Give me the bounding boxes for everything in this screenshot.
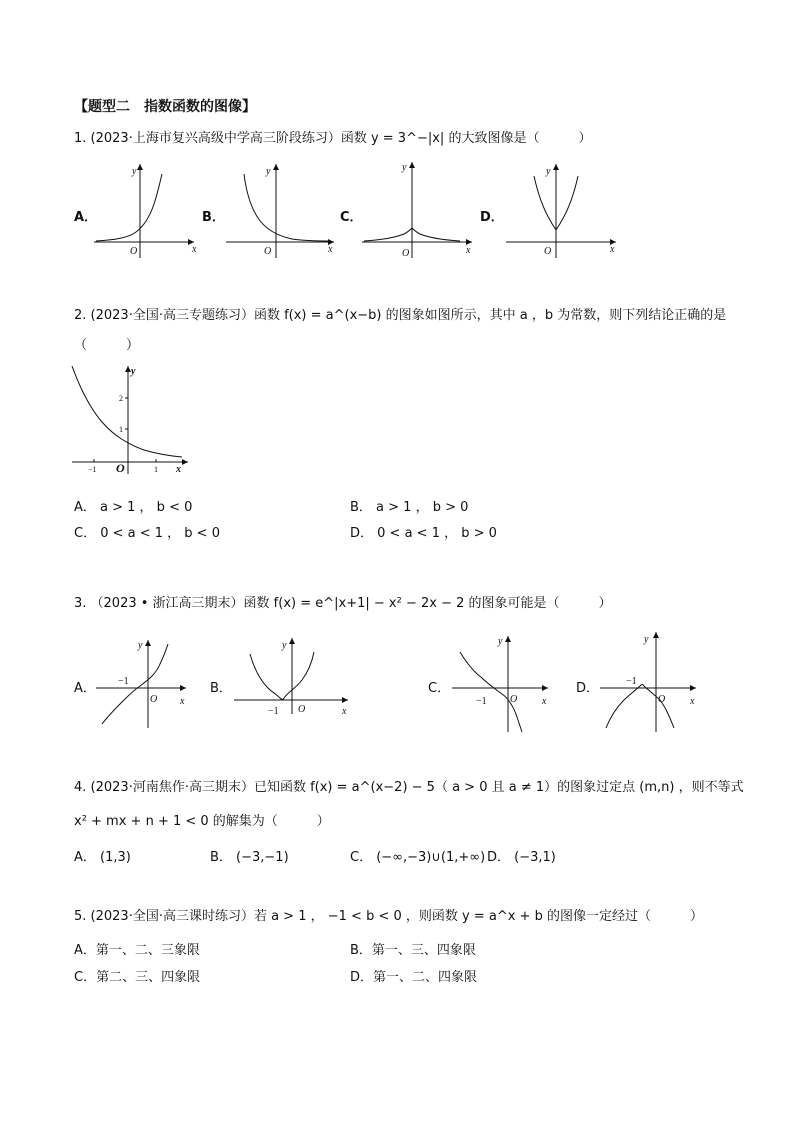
question-4-text-line2: x² + mx + n + 1 < 0 的解集为（ ） [74, 814, 330, 829]
y-axis-label: y [138, 640, 143, 651]
q4-option-b[interactable]: B． (−3,−1) [210, 850, 289, 865]
q3-option-c-label[interactable]: C． [428, 681, 451, 696]
q2-option-d[interactable]: D． 0 < a < 1 ， b > 0 [350, 526, 497, 541]
x-axis-label: x [610, 244, 615, 255]
q1-option-a-label[interactable]: A． [74, 210, 98, 225]
x-axis-label: x [180, 696, 185, 707]
question-2-text: 2. (2023·全国·高三专题练习）函数 f(x) = a^(x−b) 的图象如图所示，其中 a ，b 为常数，则下列结论正确的是 [74, 308, 727, 323]
origin-label: O [544, 246, 552, 257]
y-axis-label: y [282, 640, 287, 651]
q3-graph-a[interactable] [94, 636, 198, 732]
y-axis-label: y [131, 366, 136, 377]
y-axis-label: y [644, 634, 649, 645]
q2-graph [70, 362, 194, 478]
q3-option-a-label[interactable]: A． [74, 681, 96, 696]
y-axis-label: y [498, 636, 503, 647]
section-title: 【题型二 指数函数的图像】 [74, 99, 256, 115]
q4-option-a[interactable]: A． (1,3) [74, 850, 131, 865]
y-axis-label: y [266, 166, 271, 177]
q3-option-d-label[interactable]: D． [576, 681, 600, 696]
x-axis-label: x [192, 244, 197, 255]
q2-option-b[interactable]: B． a > 1 ， b > 0 [350, 500, 469, 515]
origin-label: O [150, 694, 158, 705]
q1-option-c-label[interactable]: C． [340, 210, 363, 225]
tick-label-neg1: −1 [268, 706, 279, 717]
tick-label-neg1: −1 [476, 696, 487, 707]
y-axis-label: y [546, 166, 551, 177]
q1-graph-a[interactable] [94, 160, 204, 260]
q1-option-d-label[interactable]: D． [480, 210, 504, 225]
q3-graph-b[interactable] [230, 634, 354, 718]
q5-option-d[interactable]: D．第一、二、四象限 [350, 970, 478, 985]
origin-label: O [298, 704, 306, 715]
q5-option-a[interactable]: A．第一、二、三象限 [74, 943, 200, 958]
question-3-text: 3. （2023 • 浙江高三期末）函数 f(x) = e^|x+1| − x² − 2x − 2 的图象可能是（ ） [74, 596, 612, 611]
origin-label: O [264, 246, 272, 257]
x-axis-label: x [466, 245, 471, 256]
question-5-text: 5. (2023·全国·高三课时练习）若 a > 1 ， −1 < b < 0 ，则函数 y = a^x + b 的图像一定经过（ ） [74, 909, 703, 924]
tick-label-neg1: −1 [88, 465, 97, 474]
tick-label-neg1: −1 [626, 676, 637, 687]
question-4-text: 4. (2023·河南焦作·高三期末）已知函数 f(x) = a^(x−2) − 5（ a > 0 且 a ≠ 1）的图象过定点 (m,n) ，则不等式 [74, 780, 744, 795]
origin-label: O [402, 248, 410, 259]
q1-graph-b[interactable] [222, 160, 342, 260]
x-axis-label: x [690, 696, 695, 707]
q1-option-b-label[interactable]: B． [202, 210, 225, 225]
x-axis-label: x [176, 464, 181, 475]
origin-label: O [116, 461, 125, 475]
x-axis-label: x [542, 696, 547, 707]
q1-graph-c[interactable] [360, 158, 480, 260]
q4-option-d[interactable]: D． (−3,1) [487, 850, 556, 865]
origin-label: O [510, 694, 518, 705]
y-axis-label: y [402, 162, 407, 173]
tick-label-1x: 1 [154, 465, 158, 474]
tick-label-1y: 1 [119, 425, 123, 434]
origin-label: O [658, 694, 666, 705]
q5-option-b[interactable]: B．第一、三、四象限 [350, 943, 476, 958]
x-axis-label: x [328, 244, 333, 255]
origin-label: O [130, 246, 138, 257]
y-axis-label: y [132, 166, 137, 177]
q3-option-b-label[interactable]: B． [210, 681, 232, 696]
tick-label-2y: 2 [119, 394, 123, 403]
q2-option-a[interactable]: A． a > 1 ， b < 0 [74, 500, 193, 515]
q1-graph-d[interactable] [504, 160, 624, 260]
q2-option-c[interactable]: C． 0 < a < 1 ， b < 0 [74, 526, 220, 541]
x-axis-label: x [342, 706, 347, 717]
tick-label-neg1: −1 [118, 676, 129, 687]
q4-option-c[interactable]: C． (−∞,−3)∪(1,+∞) [350, 850, 486, 865]
q3-graph-d[interactable] [598, 628, 704, 734]
q5-option-c[interactable]: C．第二、三、四象限 [74, 970, 201, 985]
question-2-paren: （ ） [74, 338, 140, 353]
q3-graph-c[interactable] [450, 632, 556, 736]
question-1-text: 1. (2023·上海市复兴高级中学高三阶段练习）函数 y = 3^−|x| 的大致图像是（ ） [74, 131, 592, 146]
